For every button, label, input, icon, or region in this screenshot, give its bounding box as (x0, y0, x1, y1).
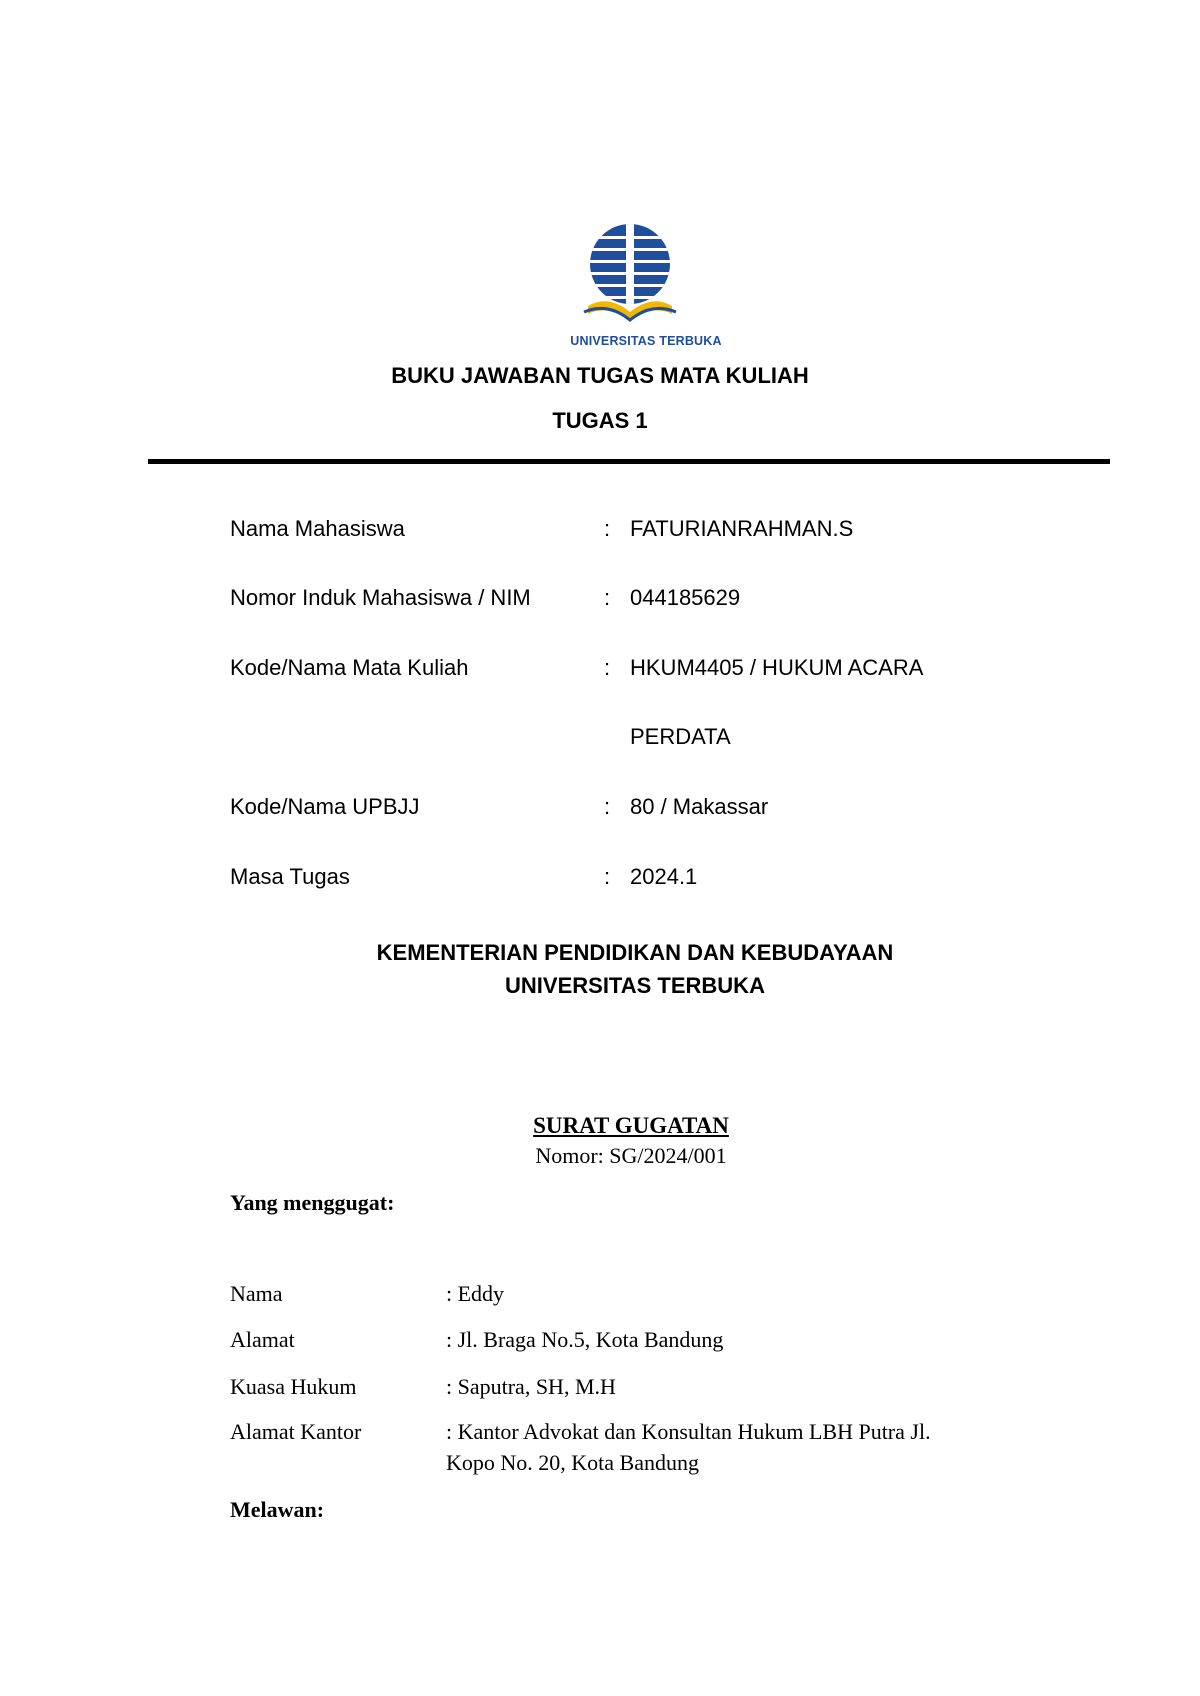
letter-title: SURAT GUGATAN (533, 1113, 729, 1138)
field-value-mata-kuliah-cont: PERDATA (630, 724, 731, 749)
plaintiff-label-kuasa-hukum: Kuasa Hukum (230, 1374, 357, 1399)
logo-caption: UNIVERSITAS TERBUKA (570, 334, 722, 348)
field-colon: : (604, 585, 611, 610)
field-label-mata-kuliah: Kode/Nama Mata Kuliah (230, 655, 469, 680)
field-colon: : (604, 655, 611, 680)
plaintiff-heading: Yang menggugat: (230, 1190, 395, 1215)
field-colon: : (604, 864, 611, 889)
university-name: UNIVERSITAS TERBUKA (505, 973, 765, 998)
plaintiff-value-alamat-kantor: : Kantor Advokat dan Konsultan Hukum LBH Putra Jl. (446, 1419, 931, 1444)
field-value-masa-tugas: 2024.1 (630, 864, 698, 889)
field-colon: : (604, 516, 611, 541)
field-label-nim: Nomor Induk Mahasiswa / NIM (230, 585, 531, 610)
field-label-upbjj: Kode/Nama UPBJJ (230, 794, 420, 819)
page-title: BUKU JAWABAN TUGAS MATA KULIAH (391, 363, 809, 388)
field-value-upbjj: 80 / Makassar (630, 794, 769, 819)
field-label-masa-tugas: Masa Tugas (230, 864, 350, 889)
page-subtitle: TUGAS 1 (552, 408, 648, 433)
field-value-mata-kuliah: HKUM4405 / HUKUM ACARA (630, 655, 924, 680)
plaintiff-label-alamat: Alamat (230, 1327, 295, 1352)
field-value-nim: 044185629 (630, 585, 741, 610)
defendant-heading: Melawan: (230, 1497, 325, 1522)
field-colon: : (604, 794, 611, 819)
field-value-nama: FATURIANRAHMAN.S (630, 516, 854, 541)
letter-number: Nomor: SG/2024/001 (535, 1143, 727, 1168)
ministry-name: KEMENTERIAN PENDIDIKAN DAN KEBUDAYAAN (376, 940, 894, 965)
plaintiff-value-alamat-kantor-cont: Kopo No. 20, Kota Bandung (446, 1450, 699, 1475)
plaintiff-label-alamat-kantor: Alamat Kantor (230, 1419, 362, 1444)
plaintiff-value-alamat: : Jl. Braga No.5, Kota Bandung (446, 1327, 724, 1352)
universitas-terbuka-logo (582, 222, 710, 352)
plaintiff-value-nama: : Eddy (446, 1281, 505, 1306)
plaintiff-value-kuasa-hukum: : Saputra, SH, M.H (446, 1374, 616, 1399)
plaintiff-label-nama: Nama (230, 1281, 283, 1306)
title-divider (148, 459, 1110, 464)
field-label-nama: Nama Mahasiswa (230, 516, 405, 541)
logo-emblem-icon (582, 222, 710, 332)
